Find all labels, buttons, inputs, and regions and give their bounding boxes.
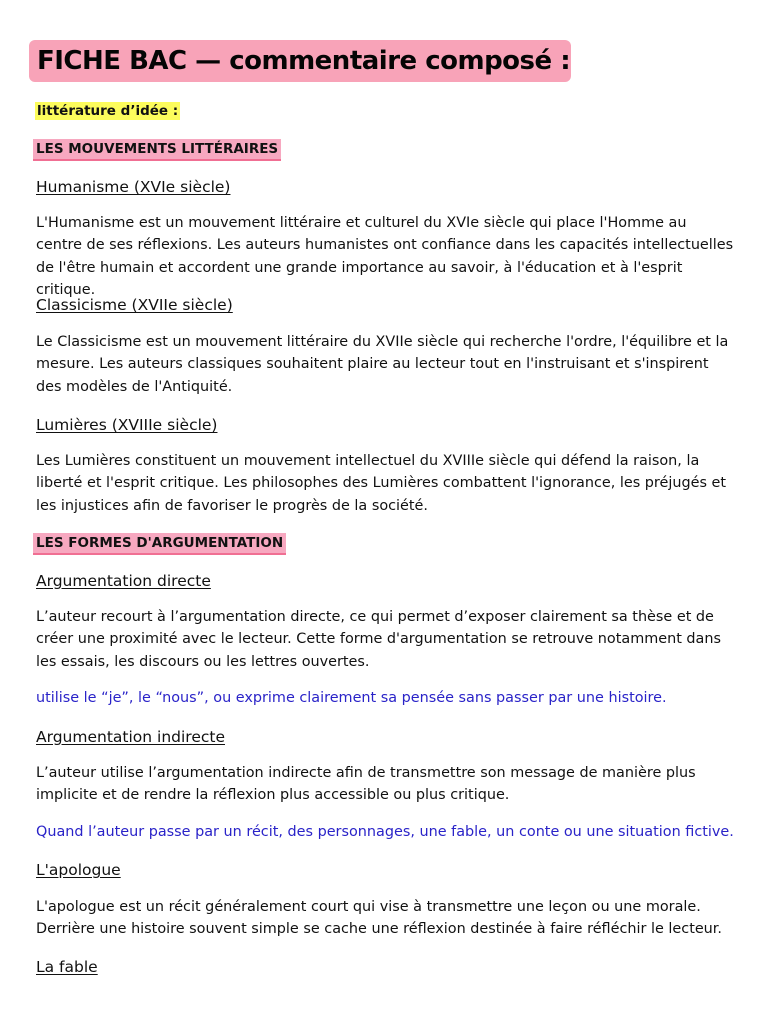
heading-humanisme: Humanisme (XVIe siècle): [36, 178, 231, 196]
note-argumentation-directe: utilise le “je”, le “nous”, ou exprime clairement sa pensée sans passer par une histoire.: [36, 690, 667, 706]
section-label-mouvements: LES MOUVEMENTS LITTÉRAIRES: [33, 139, 281, 161]
paragraph-humanisme: L'Humanisme est un mouvement littéraire et culturel du XVIe siècle qui place l'Homme au centre de ses réflexions. Les auteurs humanistes ont confiance dans les capacités intellectuelles de l'être humain et accordent une grande importance au savoir, à l'éducation et à l'esprit critique.: [36, 215, 734, 299]
heading-argumentation-directe: Argumentation directe: [36, 572, 211, 590]
paragraph-argumentation-indirecte: L’auteur utilise l’argumentation indirecte afin de transmettre son message de manière plus implicite et de rendre la réflexion plus accessible ou plus critique.: [36, 765, 696, 804]
subtitle-tag: littérature d’idée :: [37, 103, 179, 119]
section-label-argumentation: LES FORMES D'ARGUMENTATION: [33, 533, 286, 555]
paragraph-classicisme: Le Classicisme est un mouvement littéraire du XVIIe siècle qui recherche l'ordre, l'équilibre et la mesure. Les auteurs classiques souhaitent plaire au lecteur tout en l'instruisant et s'inspirent des modèles de l'Antiquité.: [36, 334, 729, 395]
heading-argumentation-indirecte: Argumentation indirecte: [36, 728, 225, 746]
heading-classicisme: Classicisme (XVIIe siècle): [36, 296, 233, 314]
paragraph-apologue: L'apologue est un récit généralement court qui vise à transmettre une leçon ou une morale. Derrière une histoire souvent simple se cache une réflexion destinée à faire réfléchir le lecteur.: [36, 899, 722, 938]
heading-lumieres: Lumières (XVIIIe siècle): [36, 416, 218, 434]
note-argumentation-indirecte: Quand l’auteur passe par un récit, des personnages, une fable, un conte ou une situation fictive.: [36, 824, 734, 840]
paragraph-argumentation-directe: L’auteur recourt à l’argumentation directe, ce qui permet d’exposer clairement sa thèse et de créer une proximité avec le lecteur. Cette forme d'argumentation se retrouve notamment dans les essais, les discours ou les lettres ouvertes.: [36, 609, 721, 670]
title-highlight: [29, 40, 571, 82]
heading-fable: La fable: [36, 958, 98, 976]
paragraph-lumieres: Les Lumières constituent un mouvement intellectuel du XVIIIe siècle qui défend la raison, la liberté et l'esprit critique. Les philosophes des Lumières combattent l'ignorance, les préjugés et les injustices afin de favoriser le progrès de la société.: [36, 453, 727, 514]
page-title: FICHE BAC — commentaire composé :: [37, 46, 571, 76]
heading-apologue: L'apologue: [36, 861, 121, 879]
